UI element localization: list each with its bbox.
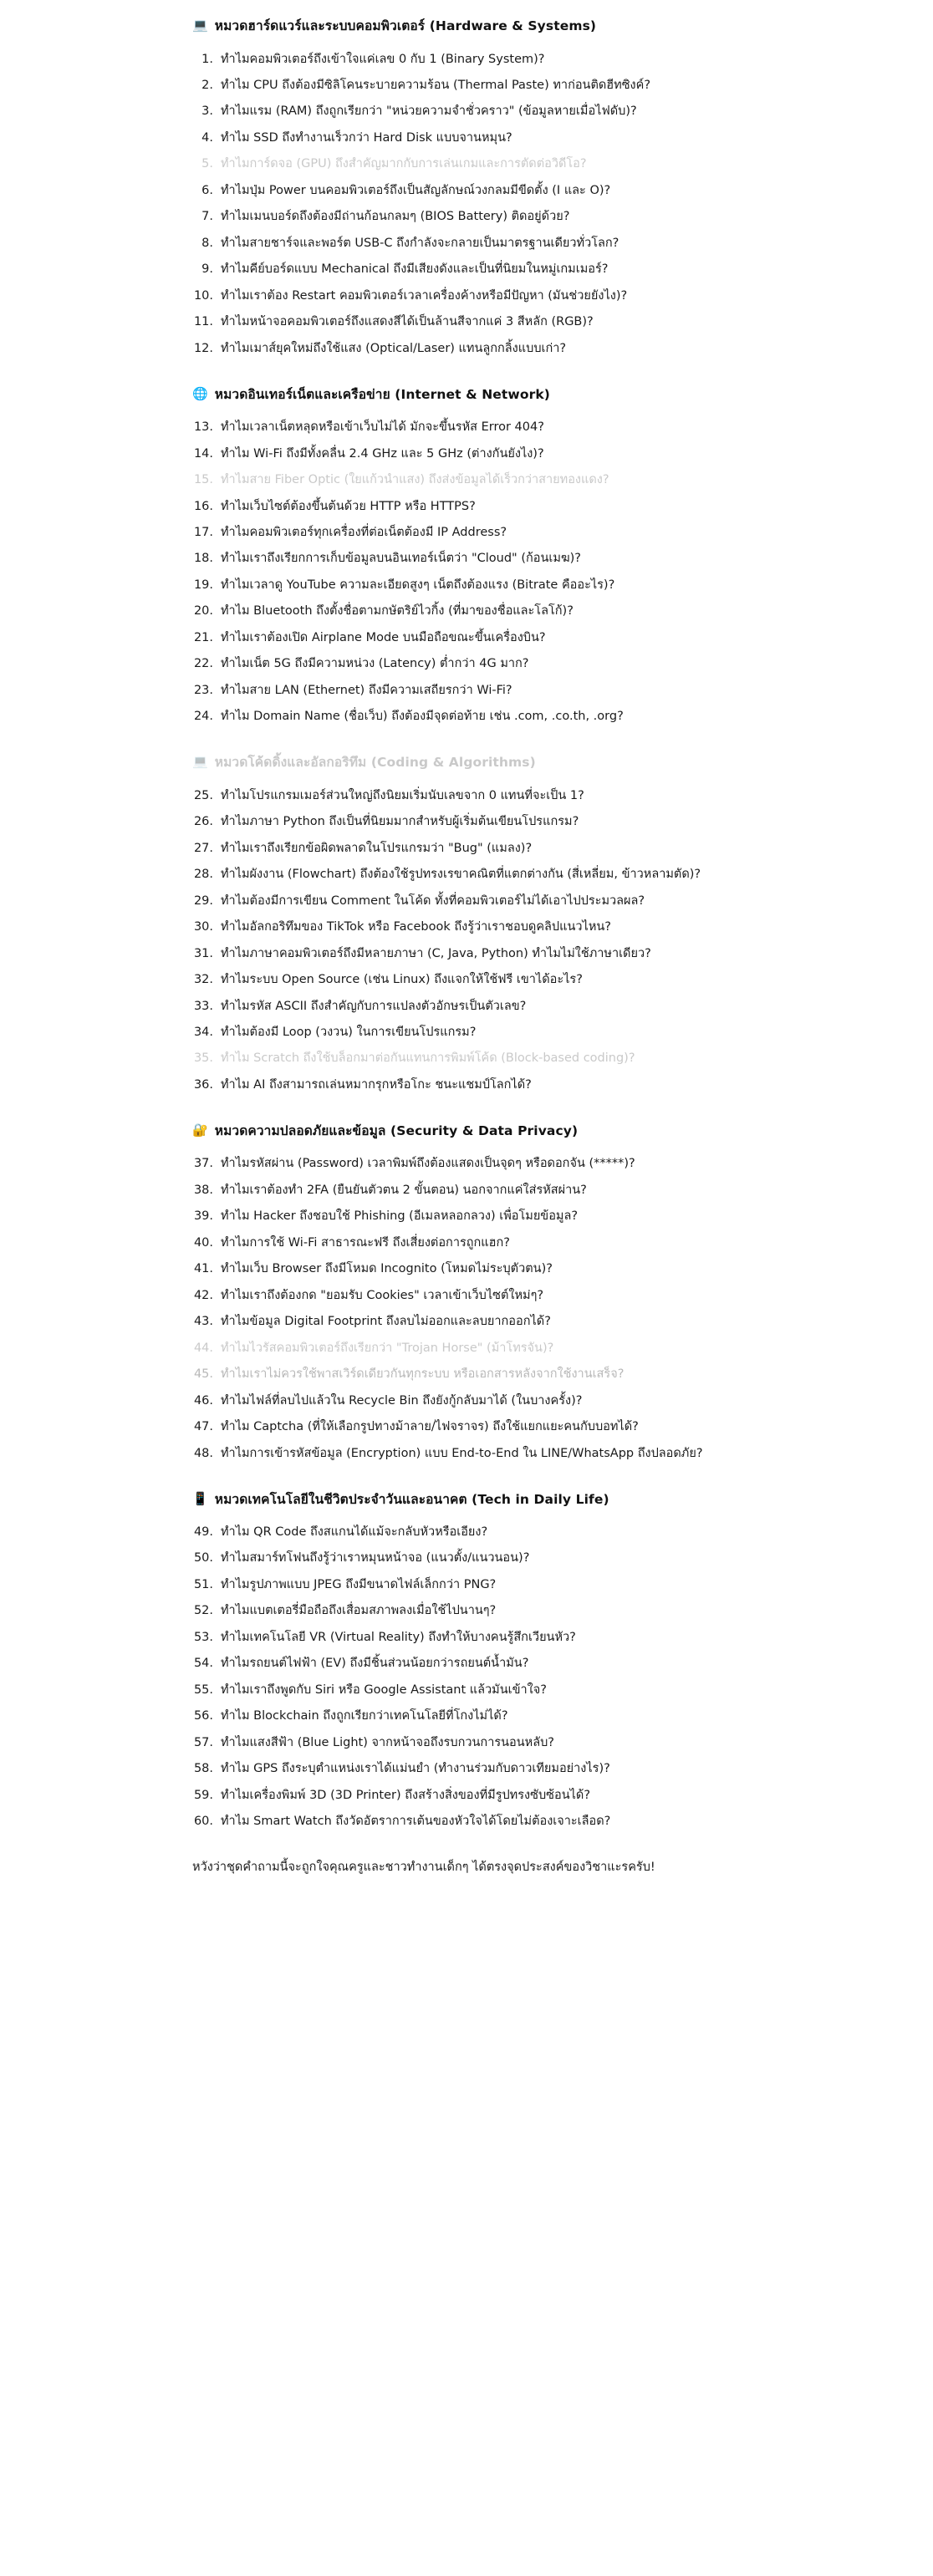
item-text: ทำไมสาย LAN (Ethernet) ถึงมีความเสถียรกว่า Wi-Fi? (221, 683, 512, 697)
section (192, 751, 741, 1098)
item-text: ทำไม Domain Name (ชื่อเว็บ) ถึงต้องมีจุดต่อท้าย เช่น .com, .co.th, .org? (221, 710, 624, 724)
section (192, 1489, 741, 1835)
item-text: ทำไมเครื่องพิมพ์ 3D (3D Printer) ถึงสร้างสิ่งของที่มีรูปทรงซับซ้อนได้? (221, 1788, 591, 1802)
item-number: 49. (193, 1525, 213, 1539)
item-text: ทำไมสาย Fiber Optic (ใยแก้วนำแสง) ถึงส่งข้อมูลได้เร็วกว่าสายทองแดง? (221, 473, 609, 487)
item-number: 2. (201, 78, 213, 92)
computer-icon: 💻 (192, 18, 208, 33)
item-text: ทำไมเน็ต 5G ถึงมีความหน่วง (Latency) ต่ำกว่า 4G มาก? (221, 657, 529, 671)
list-item (192, 1545, 741, 1571)
item-number: 21. (193, 630, 213, 644)
list-item (192, 782, 741, 808)
list-item (192, 572, 741, 598)
list-item (192, 1387, 741, 1413)
globe-icon: 🌐 (192, 385, 208, 401)
item-number: 43. (193, 1315, 213, 1329)
list-item (192, 493, 741, 519)
item-text: ทำไมการเข้ารหัสข้อมูล (Encryption) แบบ End-to-End ใน LINE/WhatsApp ถึงปลอดภัย? (221, 1446, 703, 1460)
item-number: 48. (193, 1446, 213, 1460)
item-number: 39. (193, 1209, 213, 1224)
list-item (192, 1571, 741, 1597)
list-item (192, 888, 741, 914)
item-number: 18. (193, 552, 213, 566)
section-title: หมวดฮาร์ดแวร์และระบบคอมพิวเตอร์ (Hardware & Systems) (214, 18, 597, 33)
list-item (192, 99, 741, 125)
item-number: 23. (193, 683, 213, 697)
question-list (192, 1520, 741, 1835)
list-item (192, 1204, 741, 1229)
list-item (192, 125, 741, 150)
item-number: 6. (201, 183, 213, 197)
item-text: ทำไมรถยนต์ไฟฟ้า (EV) ถึงมีชิ้นส่วนน้อยกว่ารถยนต์น้ำมัน? (221, 1657, 529, 1671)
list-item (192, 1072, 741, 1097)
item-number: 1. (201, 52, 213, 66)
question-list (192, 46, 741, 362)
item-number: 5. (201, 157, 213, 171)
list-item (192, 1756, 741, 1782)
item-text: ทำไม GPS ถึงระบุตำแหน่งเราได้แม่นยำ (ทำงานร่วมกับดาวเทียมอย่างไร)? (221, 1762, 610, 1776)
item-number: 14. (193, 446, 213, 461)
item-number: 7. (201, 210, 213, 224)
list-item (192, 704, 741, 730)
item-number: 12. (193, 341, 213, 355)
section-title: หมวดเทคโนโลยีในชีวิตประจำวันและอนาคต (Tech in Daily Life) (214, 1491, 609, 1507)
item-text: ทำไมแบตเตอรี่มือถือถึงเสื่อมสภาพลงเมื่อใช้ไปนานๆ? (221, 1604, 497, 1618)
list-item (192, 204, 741, 230)
item-number: 11. (193, 315, 213, 329)
item-text: ทำไมสมาร์ทโฟนถึงรู้ว่าเราหมุนหน้าจอ (แนวตั้ง/แนวนอน)? (221, 1551, 530, 1565)
item-text: ทำไมรหัสผ่าน (Password) เวลาพิมพ์ถึงต้องแสดงเป็นจุดๆ หรือดอกจัน (*****)? (221, 1157, 635, 1171)
item-text: ทำไมเราถึงพูดกับ Siri หรือ Google Assistant แล้วมันเข้าใจ? (221, 1683, 547, 1697)
list-item (192, 1151, 741, 1177)
question-list (192, 1151, 741, 1467)
list-item (192, 993, 741, 1019)
item-number: 51. (193, 1577, 213, 1591)
item-number: 54. (193, 1657, 213, 1671)
item-number: 16. (193, 499, 213, 513)
list-item (192, 862, 741, 888)
item-number: 41. (193, 1262, 213, 1276)
section-header (192, 751, 741, 772)
list-item (192, 257, 741, 283)
item-number: 31. (193, 946, 213, 960)
item-text: ทำไม Scratch ถึงใช้บล็อกมาต่อกันแทนการพิมพ์โค้ด (Block-based coding)? (221, 1051, 635, 1066)
item-number: 10. (193, 288, 213, 303)
item-number: 15. (193, 473, 213, 487)
list-item (192, 1362, 741, 1387)
item-text: ทำไมข้อมูล Digital Footprint ถึงลบไม่ออกและลบยากออกได้? (221, 1315, 551, 1329)
list-item (192, 1256, 741, 1282)
item-text: ทำไมระบบ Open Source (เช่น Linux) ถึงแจกให้ใช้ฟรี เขาได้อะไร? (221, 973, 583, 987)
section (192, 384, 741, 731)
list-item (192, 415, 741, 440)
item-number: 42. (193, 1288, 213, 1302)
item-number: 38. (193, 1183, 213, 1197)
list-item (192, 1282, 741, 1308)
item-number: 47. (193, 1420, 213, 1434)
item-number: 40. (193, 1235, 213, 1250)
list-item (192, 1677, 741, 1703)
mobile-icon: 📱 (192, 1490, 208, 1506)
item-text: ทำไมภาษาคอมพิวเตอร์ถึงมีหลายภาษา (C, Java, Python) ทำไมไม่ใช้ภาษาเดียว? (221, 946, 651, 960)
item-text: ทำไม Wi-Fi ถึงมีทั้งคลื่น 2.4 GHz และ 5 GHz (ต่างกันยังไง)? (221, 446, 544, 461)
item-text: ทำไมเมาส์ยุคใหม่ถึงใช้แสง (Optical/Laser) แทนลูกกลิ้งแบบเก่า? (221, 341, 567, 355)
item-number: 4. (201, 130, 213, 145)
item-text: ทำไมเราต้องเปิด Airplane Mode บนมือถือขณะขึ้นเครื่องบิน? (221, 630, 546, 644)
item-text: ทำไมเวลาดู YouTube ความละเอียดสูงๆ เน็ตถึงต้องแรง (Bitrate คืออะไร)? (221, 578, 615, 592)
list-item (192, 309, 741, 335)
item-number: 20. (193, 604, 213, 619)
section-header (192, 384, 741, 405)
item-text: ทำไม Smart Watch ถึงวัดอัตราการเต้นของหัวใจได้โดยไม่ต้องเจาะเลือด? (221, 1815, 611, 1829)
item-number: 55. (193, 1683, 213, 1697)
list-item (192, 1229, 741, 1255)
item-text: ทำไมสายชาร์จและพอร์ต USB-C ถึงกำลังจะกลายเป็นมาตรฐานเดียวทั่วโลก? (221, 236, 619, 250)
item-text: ทำไมต้องมี Loop (วงวน) ในการเขียนโปรแกรม? (221, 1025, 477, 1039)
list-item (192, 1440, 741, 1466)
item-text: ทำไมเราถึงเรียกข้อผิดพลาดในโปรแกรมว่า "Bug" (แมลง)? (221, 841, 533, 855)
list-item (192, 520, 741, 546)
item-text: ทำไมอัลกอริทึมของ TikTok หรือ Facebook ถึงรู้ว่าเราชอบดูคลิปแนวไหน? (221, 920, 611, 934)
list-item (192, 335, 741, 361)
section-header (192, 1489, 741, 1509)
item-number: 44. (193, 1341, 213, 1355)
item-text: ทำไมเว็บ Browser ถึงมีโหมด Incognito (โหมดไม่ระบุตัวตน)? (221, 1262, 553, 1276)
list-item (192, 1598, 741, 1624)
item-text: ทำไมต้องมีการเขียน Comment ในโค้ด ทั้งที่คอมพิวเตอร์ไม่ได้เอาไปประมวลผล? (221, 893, 645, 908)
list-item (192, 677, 741, 703)
list-item (192, 46, 741, 72)
footer-note: หวังว่าชุดคำถามนี้จะถูกใจคุณครูและชาวทำงานเด็กๆ ได้ตรงจุดประสงค์ของวิชาแะรครับ! (192, 1861, 655, 1875)
list-item (192, 940, 741, 966)
item-text: ทำไมรูปภาพแบบ JPEG ถึงมีขนาดไฟล์เล็กกว่า PNG? (221, 1577, 497, 1591)
list-item (192, 151, 741, 177)
sections-container (192, 15, 741, 1835)
item-number: 45. (193, 1367, 213, 1382)
item-number: 37. (193, 1157, 213, 1171)
section-title: หมวดอินเทอร์เน็ตและเครือข่าย (Internet & Network) (214, 386, 550, 402)
item-text: ทำไมเราถึงเรียกการเก็บข้อมูลบนอินเทอร์เน็ตว่า "Cloud" (ก้อนเมฆ)? (221, 552, 582, 566)
item-number: 13. (193, 420, 213, 435)
item-number: 29. (193, 893, 213, 908)
item-text: ทำไมเทคโนโลยี VR (Virtual Reality) ถึงทำให้บางคนรู้สึกเวียนหัว? (221, 1630, 576, 1644)
item-text: ทำไม Captcha (ที่ให้เลือกรูปทางม้าลาย/ไฟจราจร) ถึงใช้แยกแยะคนกับบอทได้? (221, 1420, 639, 1434)
section-title: หมวดความปลอดภัยและข้อมูล (Security & Data Privacy) (214, 1123, 579, 1138)
item-number: 24. (193, 710, 213, 724)
item-number: 28. (193, 868, 213, 882)
item-text: ทำไมคอมพิวเตอร์ถึงเข้าใจแค่เลข 0 กับ 1 (Binary System)? (221, 52, 545, 66)
item-text: ทำไม SSD ถึงทำงานเร็วกว่า Hard Disk แบบจานหมุน? (221, 130, 512, 145)
laptop-icon: 💻 (192, 754, 208, 770)
item-number: 33. (193, 999, 213, 1013)
item-text: ทำไมเว็บไซต์ต้องขึ้นต้นด้วย HTTP หรือ HTTPS? (221, 499, 476, 513)
item-text: ทำไมปุ่ม Power บนคอมพิวเตอร์ถึงเป็นสัญลักษณ์วงกลมมีขีดตั้ง (I และ O)? (221, 183, 611, 197)
list-item (192, 440, 741, 466)
list-item (192, 1335, 741, 1361)
list-item (192, 1651, 741, 1677)
item-text: ทำไม Blockchain ถึงถูกเรียกว่าเทคโนโลยีที่โกงไม่ได้? (221, 1709, 508, 1723)
list-item (192, 598, 741, 624)
list-item (192, 1729, 741, 1755)
section (192, 15, 741, 362)
list-item (192, 1703, 741, 1729)
section-header (192, 1120, 741, 1141)
list-item (192, 835, 741, 861)
item-text: ทำไมคอมพิวเตอร์ทุกเครื่องที่ต่อเน็ตต้องมี IP Address? (221, 526, 507, 539)
list-item (192, 809, 741, 835)
item-text: ทำไมภาษา Python ถึงเป็นที่นิยมมากสำหรับผู้เริ่มต้นเขียนโปรแกรม? (221, 815, 579, 829)
item-text: ทำไมแสงสีฟ้า (Blue Light) จากหน้าจอถึงรบกวนการนอนหลับ? (221, 1735, 555, 1749)
list-item (192, 546, 741, 572)
list-item (192, 1782, 741, 1808)
list-item (192, 624, 741, 650)
item-text: ทำไมเมนบอร์ดถึงต้องมีถ่านก้อนกลมๆ (BIOS Battery) ติดอยู่ด้วย? (221, 210, 570, 224)
item-number: 36. (193, 1077, 213, 1092)
item-number: 30. (193, 920, 213, 934)
list-item (192, 72, 741, 98)
item-text: ทำไมไวรัสคอมพิวเตอร์ถึงเรียกว่า "Trojan Horse" (ม้าโทรจัน)? (221, 1341, 554, 1355)
item-number: 57. (193, 1735, 213, 1749)
item-text: ทำไมเราไม่ควรใช้พาสเวิร์ดเดียวกันทุกระบบ หรือเอกสารหลังจากใช้งานเสร็จ? (221, 1367, 625, 1382)
list-item (192, 1019, 741, 1045)
item-text: ทำไมเราต้อง Restart คอมพิวเตอร์เวลาเครื่องค้างหรือมีปัญหา (มันช่วยยังไง)? (221, 288, 628, 303)
item-number: 34. (193, 1025, 213, 1039)
item-text: ทำไม AI ถึงสามารถเล่นหมากรุกหรือโกะ ชนะแชมป์โลกได้? (221, 1077, 532, 1092)
item-text: ทำไมโปรแกรมเมอร์ส่วนใหญ่ถึงนิยมเริ่มนับเลขจาก 0 แทนที่จะเป็น 1? (221, 788, 584, 802)
lock-icon: 🔐 (192, 1122, 208, 1138)
item-text: ทำไมผังงาน (Flowchart) ถึงต้องใช้รูปทรงเรขาคณิตที่แตกต่างกัน (สี่เหลี่ยม, ข้าวหลามตัด)? (221, 868, 701, 882)
item-text: ทำไมหน้าจอคอมพิวเตอร์ถึงแสดงสีได้เป็นล้านสีจากแค่ 3 สีหลัก (RGB)? (221, 315, 594, 329)
list-item (192, 1414, 741, 1440)
item-number: 60. (193, 1815, 213, 1829)
item-number: 50. (193, 1551, 213, 1565)
item-number: 32. (193, 973, 213, 987)
item-text: ทำไมการใช้ Wi-Fi สาธารณะฟรี ถึงเสี่ยงต่อการถูกแฮก? (221, 1235, 510, 1250)
item-number: 25. (193, 788, 213, 802)
list-item (192, 1809, 741, 1835)
item-text: ทำไมเราต้องทำ 2FA (ยืนยันตัวตน 2 ขั้นตอน) นอกจากแค่ใส่รหัสผ่าน? (221, 1183, 587, 1197)
list-item (192, 967, 741, 993)
question-list (192, 415, 741, 731)
section-header (192, 15, 741, 36)
section-title: หมวดโค้ดดิ้งและอัลกอริทึม (Coding & Algorithms) (214, 755, 536, 771)
section (192, 1120, 741, 1467)
item-text: ทำไม CPU ถึงต้องมีซิลิโคนระบายความร้อน (Thermal Paste) ทาก่อนติดฮีทซิงค์? (221, 78, 651, 92)
item-number: 17. (193, 526, 213, 539)
list-item (192, 467, 741, 493)
list-item (192, 1520, 741, 1545)
item-number: 26. (193, 815, 213, 829)
list-item (192, 1046, 741, 1072)
item-text: ทำไมไฟล์ที่ลบไปแล้วใน Recycle Bin ถึงยังกู้กลับมาได้ (ในบางครั้ง)? (221, 1393, 583, 1408)
item-number: 8. (201, 236, 213, 250)
item-text: ทำไมเวลาเน็ตหลุดหรือเข้าเว็บไม่ได้ มักจะขึ้นรหัส Error 404? (221, 420, 544, 435)
item-text: ทำไมเราถึงต้องกด "ยอมรับ Cookies" เวลาเข้าเว็บไซต์ใหม่ๆ? (221, 1288, 544, 1302)
item-number: 35. (193, 1051, 213, 1066)
item-number: 9. (201, 262, 213, 277)
item-text: ทำไมการ์ดจอ (GPU) ถึงสำคัญมากกับการเล่นเกมและการตัดต่อวิดีโอ? (221, 157, 587, 171)
item-text: ทำไม QR Code ถึงสแกนได้แม้จะกลับหัวหรือเอียง? (221, 1525, 488, 1539)
list-item (192, 1624, 741, 1650)
item-number: 52. (193, 1604, 213, 1618)
question-list (192, 782, 741, 1098)
list-item (192, 283, 741, 308)
item-text: ทำไมคีย์บอร์ดแบบ Mechanical ถึงมีเสียงดังและเป็นที่นิยมในหมู่เกมเมอร์? (221, 262, 609, 277)
item-number: 53. (193, 1630, 213, 1644)
item-text: ทำไมรหัส ASCII ถึงสำคัญกับการแปลงตัวอักษรเป็นตัวเลข? (221, 999, 527, 1013)
item-number: 19. (193, 578, 213, 592)
list-item (192, 914, 741, 940)
list-item (192, 177, 741, 203)
list-item (192, 1177, 741, 1203)
item-number: 59. (193, 1788, 213, 1802)
list-item (192, 651, 741, 677)
item-number: 58. (193, 1762, 213, 1776)
item-text: ทำไมแรม (RAM) ถึงถูกเรียกว่า "หน่วยความจำชั่วคราว" (ข้อมูลหายเมื่อไฟดับ)? (221, 104, 637, 119)
item-number: 3. (201, 104, 213, 119)
item-number: 56. (193, 1709, 213, 1723)
item-number: 27. (193, 841, 213, 855)
item-text: ทำไม Bluetooth ถึงตั้งชื่อตามกษัตริย์ไวกิ้ง (ที่มาของชื่อและโลโก้)? (221, 604, 574, 619)
list-item (192, 230, 741, 256)
list-item (192, 1309, 741, 1335)
item-text: ทำไม Hacker ถึงชอบใช้ Phishing (อีเมลหลอกลวง) เพื่อโมยข้อมูล? (221, 1209, 579, 1224)
item-number: 46. (193, 1393, 213, 1408)
item-number: 22. (193, 657, 213, 671)
